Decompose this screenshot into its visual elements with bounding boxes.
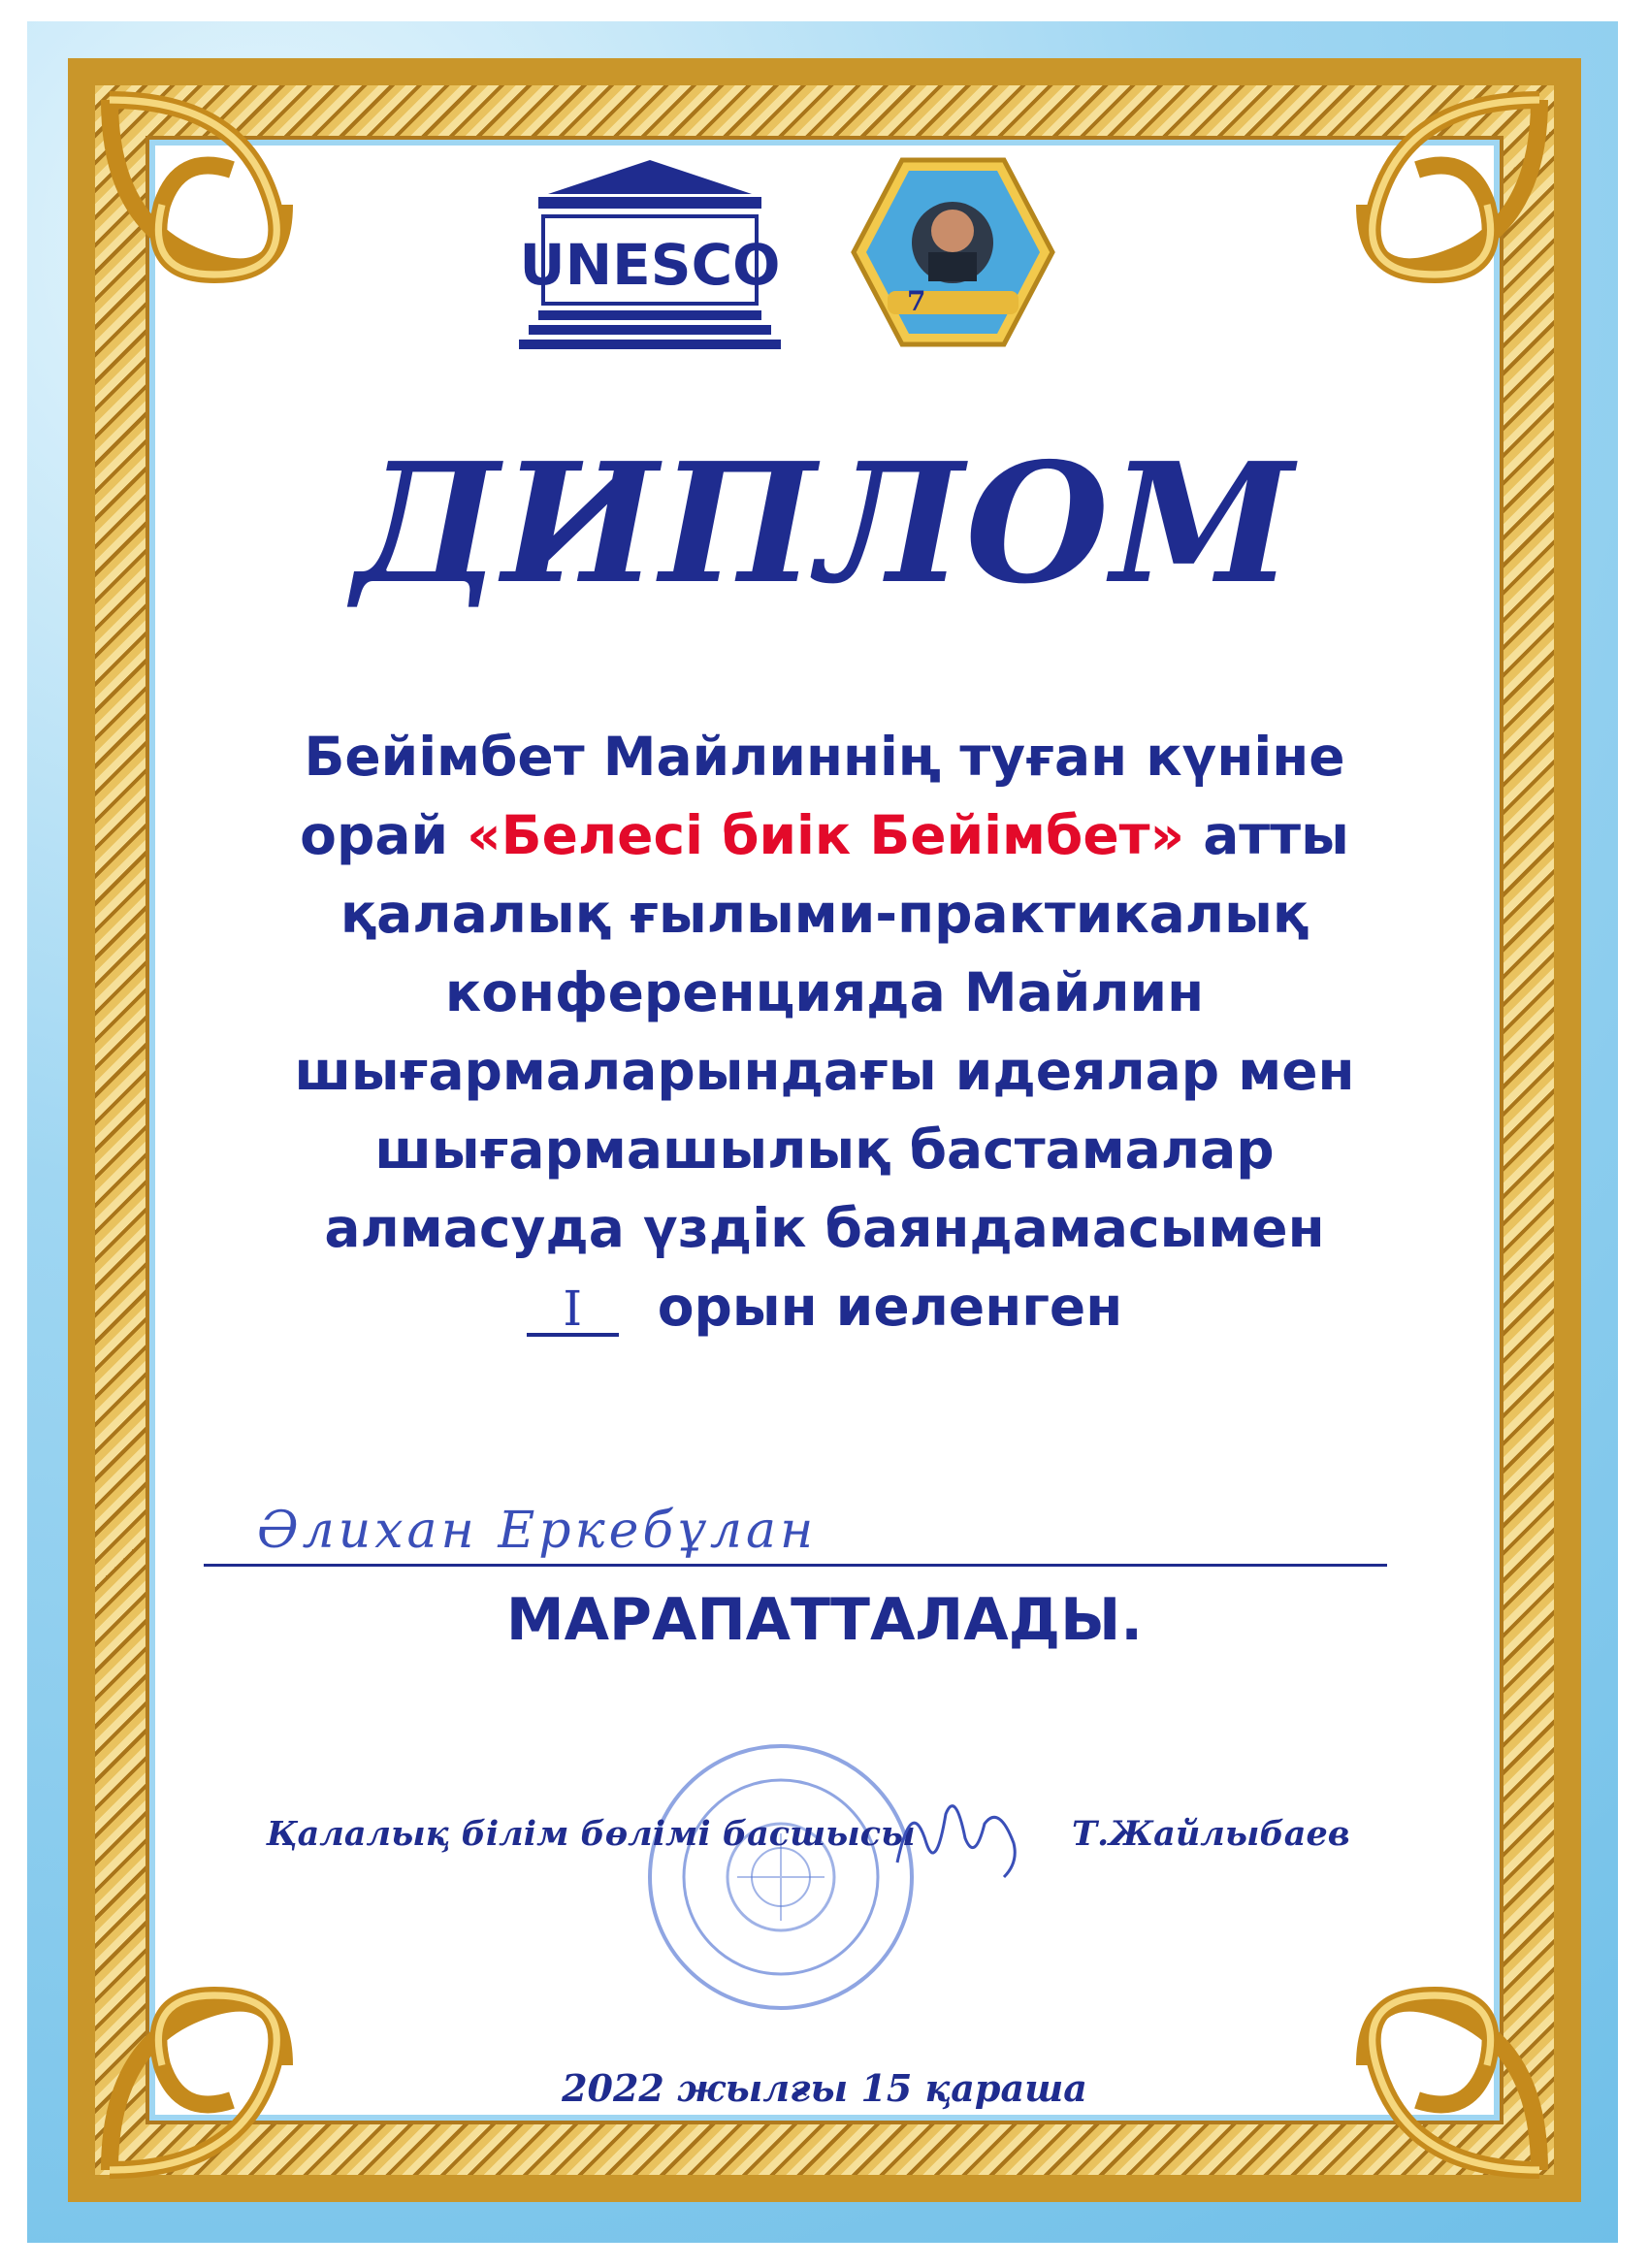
place-value: I (527, 1284, 619, 1337)
awarded-text: МАРАПАТТАЛАДЫ. (505, 1586, 1144, 1654)
signature-position: Қалалық білім бөлімі басшысы (267, 1814, 916, 1854)
diploma-date: 2022 жылғы 15 қараша (562, 2066, 1087, 2110)
body-line-6: шығармашылық бастамалар (374, 1118, 1275, 1181)
conference-title: «Белесі биік Бейімбет» (467, 804, 1185, 866)
official-seal-icon (640, 1736, 922, 2018)
body-line-1: Бейімбет Майлиннің туған күніне (304, 726, 1345, 788)
recipient-name-line (204, 1564, 1387, 1567)
body-line-2-after: атты (1184, 804, 1349, 866)
signer-name: Т.Жайлыбаев (1072, 1814, 1350, 1854)
recipient-name: Әлихан Еркебұлан (257, 1502, 818, 1560)
ornament-top-right-icon (1208, 82, 1557, 432)
body-line-8 (213, 1268, 1436, 1346)
medal-number: 7 (907, 285, 926, 317)
body-line-4: конференцияда Майлин (444, 961, 1205, 1023)
body-line-5: шығармаларындағы идеялар мен (294, 1040, 1355, 1102)
body-line-7: алмасуда үздік баяндамасымен (324, 1197, 1325, 1259)
body-line-2 (213, 796, 1436, 875)
handwritten-signature-icon (888, 1785, 1033, 1892)
ornament-top-left-icon (92, 82, 441, 432)
body-line-2-before: орай (300, 804, 468, 866)
anniversary-medal-icon (849, 155, 1057, 349)
body-line-3: қалалық ғылыми-практикалық (340, 883, 1310, 945)
diploma-title: ДИПЛОМ (353, 427, 1296, 621)
unesco-logo-text: UNESCO (519, 232, 781, 298)
body-line-8-after: орын иеленген (657, 1276, 1123, 1338)
unesco-logo-icon (519, 160, 781, 354)
ornament-bottom-right-icon (1208, 1838, 1557, 2187)
diploma-body (213, 718, 1436, 1346)
ornament-bottom-left-icon (92, 1838, 441, 2187)
